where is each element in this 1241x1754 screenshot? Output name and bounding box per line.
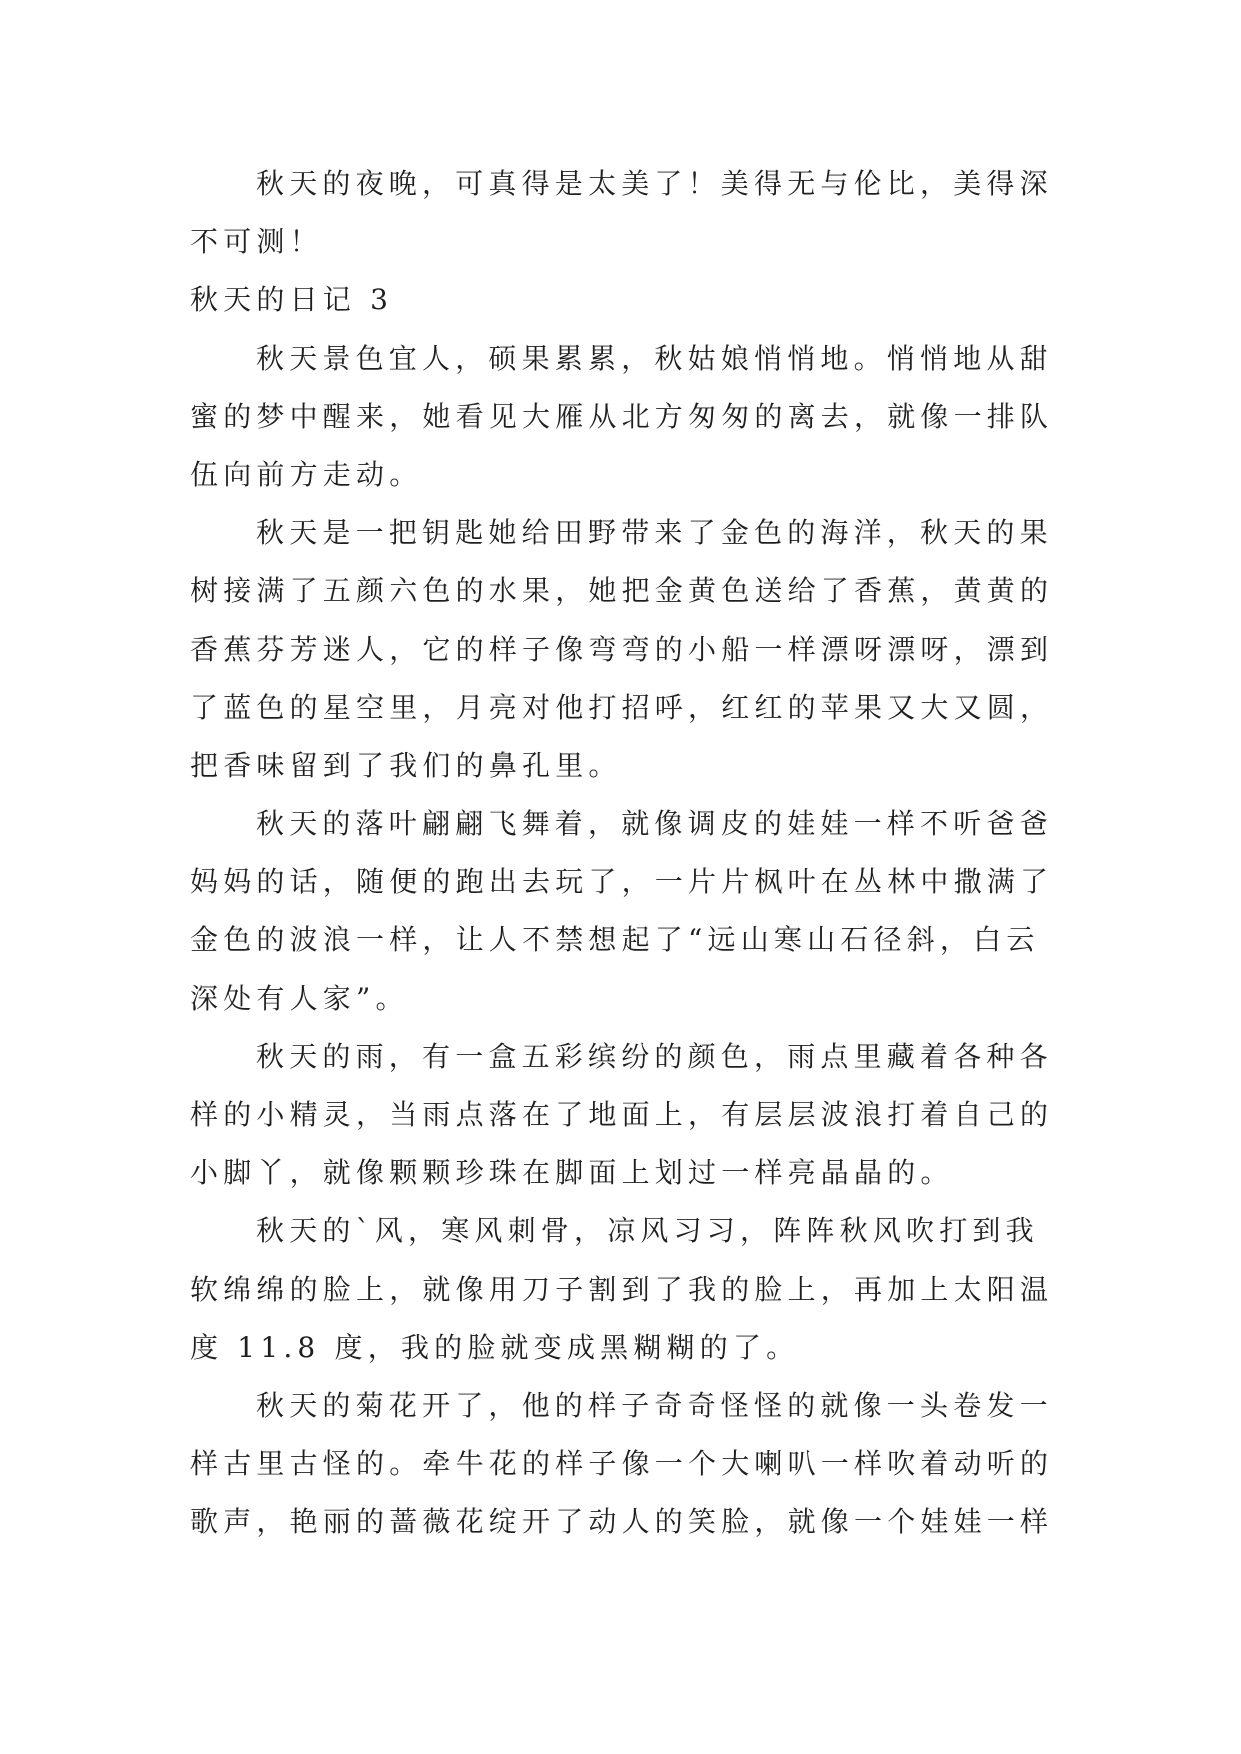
text-line: 秋天景色宜人，硕果累累，秋姑娘悄悄地。悄悄地从甜 (256, 341, 1053, 375)
paragraph (190, 1377, 1056, 1552)
text-line: 秋天的菊花开了，他的样子奇奇怪怪的就像一头卷发一 (256, 1388, 1053, 1422)
text-line: 深处有人家”。 (190, 981, 409, 1015)
text-line: 歌声，艳丽的蔷薇花绽开了动人的笑脸，就像一个娃娃一样 (190, 1505, 1054, 1539)
document-body (190, 155, 1056, 1552)
text-line: 秋天的雨，有一盒五彩缤纷的颜色，雨点里藏着各种各 (256, 1039, 1053, 1073)
text-line: 秋天的夜晚，可真得是太美了！美得无与伦比，美得深 (256, 167, 1053, 200)
text-line: 蜜的梦中醒来，她看见大雁从北方匆匆的离去，就像一排队 (190, 399, 1054, 433)
text-line: 秋天是一把钥匙她给田野带来了金色的海洋，秋天的果 (256, 516, 1053, 550)
text-line: 度 11.8 度，我的脸就变成黑糊糊的了。 (190, 1330, 800, 1364)
text-line: 妈妈的话，随便的跑出去玩了，一片片枫叶在丛林中撒满了 (190, 865, 1054, 899)
paragraph (190, 795, 1056, 1028)
opening-paragraph (190, 155, 1056, 271)
text-line: 金色的波浪一样，让人不禁想起了“远山寒山石径斜，白云 (190, 923, 1040, 957)
text-line: 把香味留到了我们的鼻孔里。 (190, 748, 622, 782)
paragraph (190, 1028, 1056, 1203)
text-line: 样古里古怪的。牵牛花的样子像一个大喇叭一样吹着动听的 (190, 1447, 1054, 1481)
text-line: 软绵绵的脸上，就像用刀子割到了我的脸上，再加上太阳温 (190, 1272, 1054, 1306)
text-line: 了蓝色的星空里，月亮对他打招呼，红红的苹果又大又圆， (190, 690, 1054, 724)
text-line: 树接满了五颜六色的水果，她把金黄色送给了香蕉，黄黄的 (190, 574, 1054, 608)
paragraph (190, 1202, 1056, 1377)
text-line: 不可测！ (190, 225, 323, 259)
section-title-text: 秋天的日记 3 (190, 283, 394, 317)
text-line: 香蕉芬芳迷人，它的样子像弯弯的小船一样漂呀漂呀，漂到 (190, 632, 1054, 666)
text-line: 样的小精灵，当雨点落在了地面上，有层层波浪打着自己的 (190, 1098, 1054, 1131)
text-line: 秋天的`风，寒风刺骨，凉风习习，阵阵秋风吹打到我 (256, 1214, 1039, 1248)
paragraph (190, 504, 1056, 795)
section-title (190, 271, 1056, 329)
text-line: 伍向前方走动。 (190, 457, 423, 491)
text-line: 小脚丫，就像颗颗珍珠在脚面上划过一样亮晶晶的。 (190, 1156, 954, 1190)
paragraph (190, 330, 1056, 505)
text-line: 秋天的落叶翩翩飞舞着，就像调皮的娃娃一样不听爸爸 (256, 807, 1053, 841)
